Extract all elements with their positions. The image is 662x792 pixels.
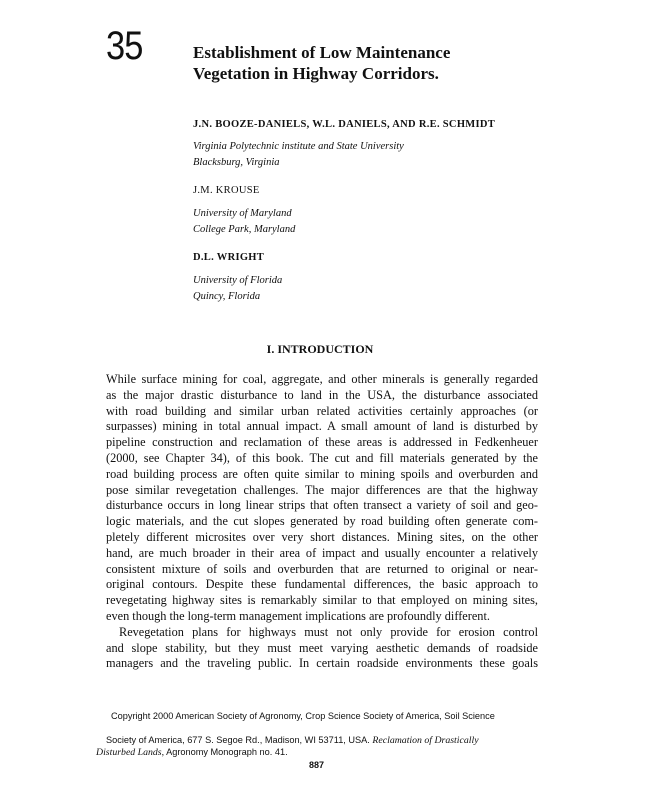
body-line: Revegetation plans for highways must not only provide for erosion control — [119, 624, 538, 639]
body-line: disturbance occurs in long linear strips that often transect a variety of soil and geo- — [106, 498, 538, 513]
body-line: consistent mixture of soils and overburden that are returned to original or near- — [106, 561, 538, 576]
publisher-address: Society of America, 677 S. Segoe Rd., Madison, WI 53711, USA. — [106, 735, 370, 745]
body-line: hand, are much broader in their area of impact and usually encounter a relatively — [106, 545, 538, 560]
affiliation-line: Blacksburg, Virginia — [193, 157, 280, 168]
chapter-title — [193, 42, 450, 84]
affiliation-line: College Park, Maryland — [193, 224, 296, 235]
chapter-title-line-2: Vegetation in Highway Corridors. — [193, 64, 439, 83]
body-text — [106, 372, 538, 672]
chapter-title-line-1: Establishment of Low Maintenance — [193, 43, 451, 62]
author-group-3-affiliation — [193, 273, 282, 305]
affiliation-line: Quincy, Florida — [193, 291, 261, 302]
body-line: with road building and similar urban related activities certainly approaches (or — [106, 403, 538, 418]
author-group-2-affiliation — [193, 206, 295, 238]
author-group-3-names: D.L. WRIGHT — [193, 252, 265, 263]
author-group-2-names: J.M. KROUSE — [193, 185, 260, 196]
section-heading: I. INTRODUCTION — [266, 342, 374, 356]
body-line: surpasses) mining in total annual impact. A small amount of land is disturbed by — [106, 419, 538, 434]
body-line: (2000, see Chapter 34), of this book. The cut and fill materials generated by the — [106, 450, 538, 465]
copyright-line: Copyright 2000 American Society of Agronomy, Crop Science Society of America, Soil Science — [111, 711, 495, 721]
affiliation-line: Virginia Polytechnic institute and State University — [193, 141, 404, 152]
book-title-part-2: Disturbed Lands, — [96, 747, 165, 758]
publisher-address-line — [106, 735, 479, 746]
body-line: even though the long-term management implications are profoundly different. — [106, 608, 490, 623]
body-line: managers and the traveling public. In certain roadside environments these goals — [106, 656, 538, 671]
chapter-number: 35 — [106, 24, 143, 68]
affiliation-line: University of Florida — [193, 275, 283, 286]
book-title-line — [96, 747, 288, 758]
body-line: pletely different microsites over very short distances. Mining sites, on the other — [106, 529, 538, 544]
monograph-label: Agronomy Monograph no. 41. — [166, 747, 288, 757]
affiliation-line: University of Maryland — [193, 208, 292, 219]
body-line: revegetating highway sites is remarkably similar to that employed on mining sites, — [106, 593, 538, 608]
body-line: as the major drastic disturbance to land in the USA, the disturbance associated — [106, 387, 538, 402]
author-group-1-names: J.N. BOOZE-DANIELS, W.L. DANIELS, AND R.E. SCHMIDT — [193, 119, 496, 130]
page-number: 887 — [309, 760, 325, 770]
body-line: road building process are often quite similar to mining spoils and overburden and — [106, 466, 538, 481]
book-title-part-1: Reclamation of Drastically — [372, 735, 479, 746]
body-line: and slope stability, but they must meet varying aesthetic demands of roadside — [106, 640, 538, 655]
body-line: original contours. Despite these fundamental differences, the basic approach to — [106, 577, 538, 592]
body-line: While surface mining for coal, aggregate, and other minerals is generally regarded — [106, 372, 538, 386]
body-line: logic materials, and the cut slopes generated by road building often generate com- — [106, 514, 538, 529]
author-group-1-affiliation — [193, 139, 404, 171]
body-line: pose similar revegetation challenges. The major differences are that the highway — [106, 482, 538, 497]
body-line: pipeline construction and reclamation of these areas is addressed in Fedkenheuer — [106, 435, 538, 450]
